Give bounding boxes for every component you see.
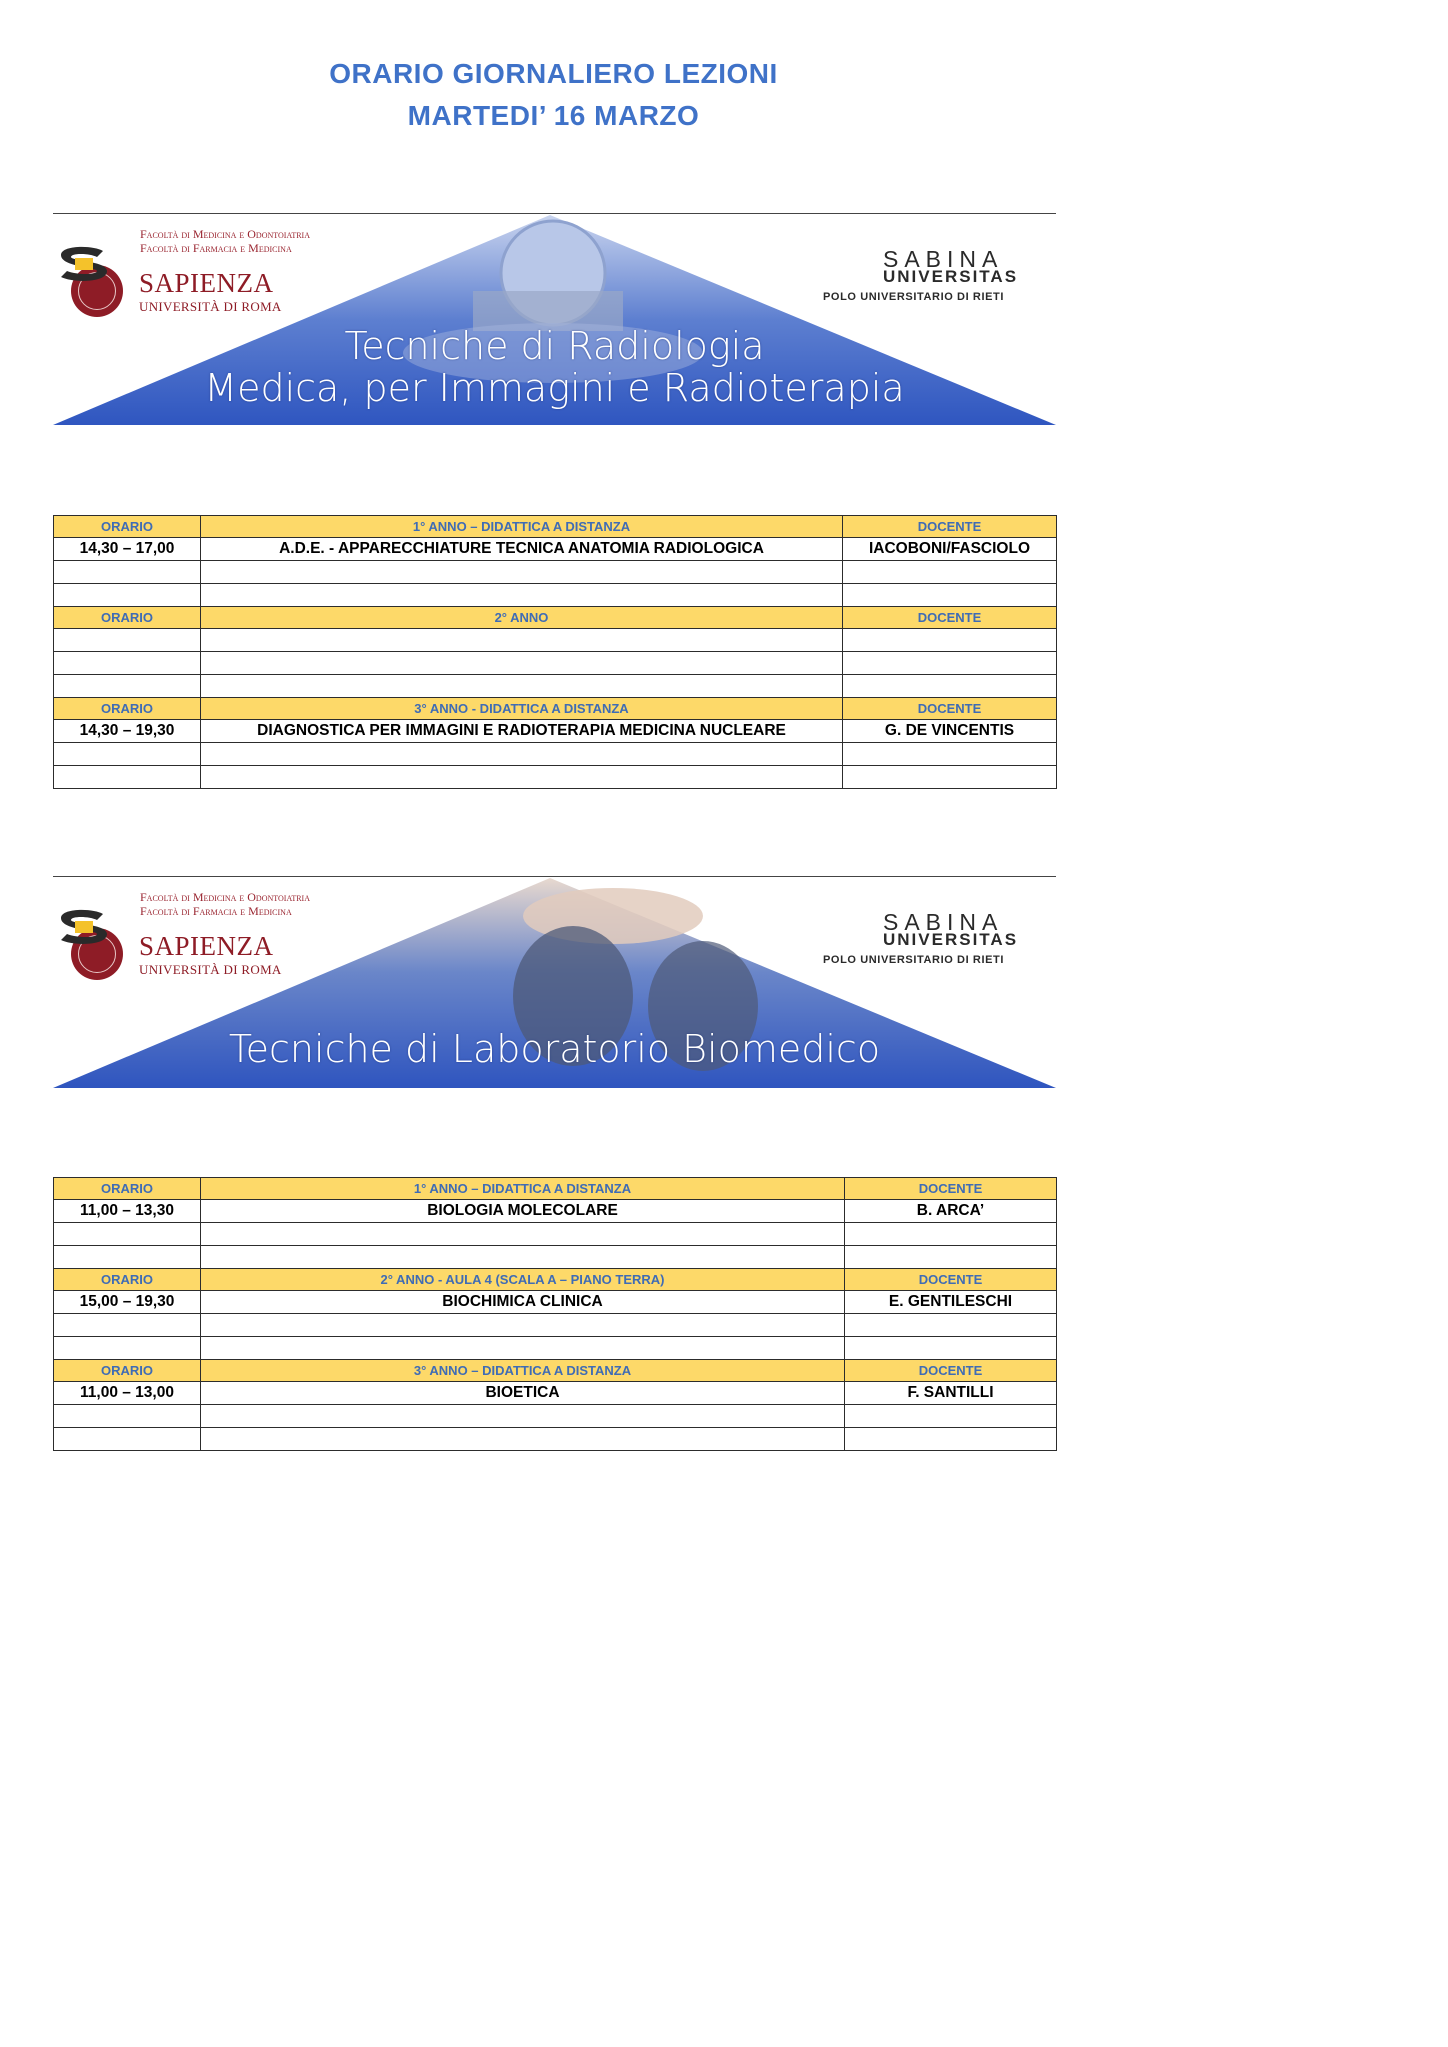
sabina-logo-icon bbox=[53, 904, 115, 948]
table-row bbox=[54, 1246, 1057, 1269]
cell-corso bbox=[201, 1337, 845, 1360]
cell-corso bbox=[201, 1314, 845, 1337]
cell-corso bbox=[201, 561, 843, 584]
table-header-row bbox=[54, 1178, 1057, 1200]
course-title-line-2: Medica, per Immagini e Radioterapia bbox=[204, 366, 905, 410]
header-anno: 2° ANNO - AULA 4 (SCALA A – PIANO TERRA) bbox=[201, 1269, 845, 1291]
sabina-name: SABINA bbox=[883, 909, 1004, 935]
cell-corso bbox=[201, 629, 843, 652]
cell-corso: BIOLOGIA MOLECOLARE bbox=[201, 1200, 845, 1223]
table-row bbox=[54, 1337, 1057, 1360]
sapienza-logo-text: SAPIENZA bbox=[139, 931, 274, 961]
cell-docente bbox=[843, 561, 1057, 584]
header-docente: DOCENTE bbox=[845, 1269, 1057, 1291]
cell-corso bbox=[201, 1223, 845, 1246]
cell-corso bbox=[201, 1428, 845, 1451]
cell-docente: G. DE VINCENTIS bbox=[843, 720, 1057, 743]
cell-docente bbox=[845, 1246, 1057, 1269]
table-row bbox=[54, 1291, 1057, 1314]
cell-corso bbox=[201, 584, 843, 607]
cell-corso: A.D.E. - APPARECCHIATURE TECNICA ANATOMIA RADIOLOGICA bbox=[201, 538, 843, 561]
header-docente: DOCENTE bbox=[843, 516, 1057, 538]
polo-rieti-text: POLO UNIVERSITARIO DI RIETI bbox=[823, 954, 1005, 966]
cell-corso: BIOETICA bbox=[201, 1382, 845, 1405]
header-docente: DOCENTE bbox=[843, 607, 1057, 629]
cell-orario bbox=[54, 629, 201, 652]
cell-orario bbox=[54, 652, 201, 675]
cell-orario bbox=[54, 1314, 201, 1337]
table-row bbox=[54, 743, 1057, 766]
table-row bbox=[54, 1382, 1057, 1405]
sabina-logo-icon bbox=[53, 241, 115, 285]
table-row bbox=[54, 1223, 1057, 1246]
header-docente: DOCENTE bbox=[843, 698, 1057, 720]
cell-docente: B. ARCA’ bbox=[845, 1200, 1057, 1223]
header-orario: ORARIO bbox=[54, 1360, 201, 1382]
header-docente: DOCENTE bbox=[845, 1360, 1057, 1382]
banner-laboratorio bbox=[53, 876, 1056, 1090]
cell-docente bbox=[843, 652, 1057, 675]
table-row bbox=[54, 1428, 1057, 1451]
sabina-name: SABINA bbox=[883, 246, 1004, 272]
cell-orario: 11,00 – 13,00 bbox=[54, 1382, 201, 1405]
cell-corso: BIOCHIMICA CLINICA bbox=[201, 1291, 845, 1314]
cell-corso bbox=[201, 743, 843, 766]
cell-docente bbox=[843, 584, 1057, 607]
cell-orario bbox=[54, 743, 201, 766]
table-header-row bbox=[54, 1360, 1057, 1382]
cell-corso bbox=[201, 1246, 845, 1269]
table-row bbox=[54, 584, 1057, 607]
faculty-line-1: Facoltà di Medicina e Odontoiatria bbox=[140, 890, 310, 904]
table-row bbox=[54, 720, 1057, 743]
table-row bbox=[54, 1314, 1057, 1337]
table-header-row bbox=[54, 607, 1057, 629]
sapienza-subtitle: UNIVERSITÀ DI ROMA bbox=[139, 299, 282, 314]
cell-orario bbox=[54, 1337, 201, 1360]
cell-corso bbox=[201, 1405, 845, 1428]
table-header-row bbox=[54, 1269, 1057, 1291]
cell-docente bbox=[843, 675, 1057, 698]
cell-orario: 14,30 – 19,30 bbox=[54, 720, 201, 743]
cell-corso: DIAGNOSTICA PER IMMAGINI E RADIOTERAPIA MEDICINA NUCLEARE bbox=[201, 720, 843, 743]
faculty-line-2: Facoltà di Farmacia e Medicina bbox=[140, 904, 292, 918]
faculty-line-1: Facoltà di Medicina e Odontoiatria bbox=[140, 227, 310, 241]
cell-orario bbox=[54, 1405, 201, 1428]
cell-docente bbox=[845, 1223, 1057, 1246]
sapienza-subtitle: UNIVERSITÀ DI ROMA bbox=[139, 962, 282, 977]
table-row bbox=[54, 766, 1057, 789]
table-header-row bbox=[54, 516, 1057, 538]
header-anno: 2° ANNO bbox=[201, 607, 843, 629]
page-title: ORARIO GIORNALIERO LEZIONI bbox=[329, 58, 778, 89]
cell-orario bbox=[54, 584, 201, 607]
header-anno: 3° ANNO - DIDATTICA A DISTANZA bbox=[201, 698, 843, 720]
banner-radiologia bbox=[53, 213, 1056, 427]
cell-docente bbox=[845, 1337, 1057, 1360]
header-orario: ORARIO bbox=[54, 516, 201, 538]
cell-docente bbox=[843, 743, 1057, 766]
cell-corso bbox=[201, 675, 843, 698]
cell-docente: IACOBONI/FASCIOLO bbox=[843, 538, 1057, 561]
cell-orario bbox=[54, 1428, 201, 1451]
cell-orario bbox=[54, 1223, 201, 1246]
header-docente: DOCENTE bbox=[845, 1178, 1057, 1200]
cell-docente bbox=[845, 1314, 1057, 1337]
cell-docente: F. SANTILLI bbox=[845, 1382, 1057, 1405]
table-row bbox=[54, 1200, 1057, 1223]
page-subtitle-date: MARTEDI’ 16 MARZO bbox=[407, 100, 700, 131]
header-orario: ORARIO bbox=[54, 698, 201, 720]
course-title-line-1: Tecniche di Radiologia bbox=[344, 324, 765, 368]
table-row bbox=[54, 561, 1057, 584]
table-row bbox=[54, 629, 1057, 652]
table-header-row bbox=[54, 698, 1057, 720]
header-anno: 3° ANNO – DIDATTICA A DISTANZA bbox=[201, 1360, 845, 1382]
universitas-text: UNIVERSITAS bbox=[883, 267, 1019, 286]
cell-docente bbox=[845, 1428, 1057, 1451]
cell-orario: 14,30 – 17,00 bbox=[54, 538, 201, 561]
cell-orario: 11,00 – 13,30 bbox=[54, 1200, 201, 1223]
cell-orario bbox=[54, 561, 201, 584]
sapienza-logo-text: SAPIENZA bbox=[139, 268, 274, 298]
table-row bbox=[54, 538, 1057, 561]
cell-orario bbox=[54, 1246, 201, 1269]
faculty-line-2: Facoltà di Farmacia e Medicina bbox=[140, 241, 292, 255]
schedule-2-tbody bbox=[54, 1178, 1057, 1451]
header-anno: 1° ANNO – DIDATTICA A DISTANZA bbox=[201, 516, 843, 538]
cell-corso bbox=[201, 766, 843, 789]
cell-docente bbox=[843, 629, 1057, 652]
table-row bbox=[54, 652, 1057, 675]
cell-docente bbox=[845, 1405, 1057, 1428]
universitas-text: UNIVERSITAS bbox=[883, 930, 1019, 949]
cell-orario bbox=[54, 675, 201, 698]
table-row bbox=[54, 1405, 1057, 1428]
cell-orario: 15,00 – 19,30 bbox=[54, 1291, 201, 1314]
cell-orario bbox=[54, 766, 201, 789]
table-row bbox=[54, 675, 1057, 698]
header-orario: ORARIO bbox=[54, 1178, 201, 1200]
header-orario: ORARIO bbox=[54, 607, 201, 629]
cell-corso bbox=[201, 652, 843, 675]
schedule-1-tbody bbox=[54, 516, 1057, 789]
polo-rieti-text: POLO UNIVERSITARIO DI RIETI bbox=[823, 291, 1005, 303]
header-orario: ORARIO bbox=[54, 1269, 201, 1291]
cell-docente: E. GENTILESCHI bbox=[845, 1291, 1057, 1314]
schedule-table-laboratorio bbox=[53, 1177, 1057, 1451]
header-anno: 1° ANNO – DIDATTICA A DISTANZA bbox=[201, 1178, 845, 1200]
course-title-line-1: Tecniche di Laboratorio Biomedico bbox=[228, 1027, 881, 1071]
cell-docente bbox=[843, 766, 1057, 789]
schedule-table-radiologia bbox=[53, 515, 1057, 789]
